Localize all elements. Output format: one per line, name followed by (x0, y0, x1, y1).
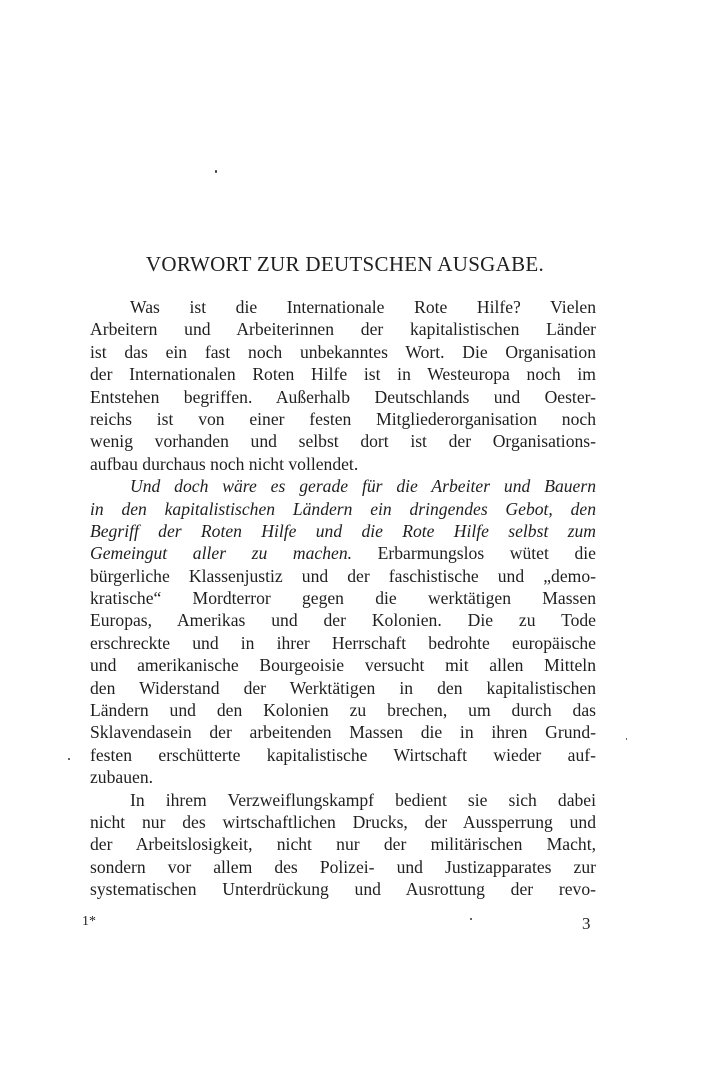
italic-text-line: Begriff der Roten Hilfe und die Rote Hilfe selbst zum (90, 520, 596, 541)
text-line: den Widerstand der Werktätigen in den kapitalistischen (90, 677, 596, 698)
text-line: systematischen Unterdrückung und Ausrottung der revo- (90, 879, 596, 900)
ink-speck (215, 170, 217, 173)
body-text (90, 296, 596, 901)
text-line: der Internationalen Roten Hilfe ist in Westeuropa noch im (90, 364, 596, 385)
text-line: kratische“ Mordterror gegen die werktätigen Massen (90, 588, 596, 609)
text-line: der Arbeitslosigkeit, nicht nur der militärischen Macht, (90, 834, 596, 855)
text-line: zubauen. (90, 767, 154, 788)
ink-speck (470, 918, 472, 920)
text-line: Europas, Amerikas und der Kolonien. Die zu Tode (90, 610, 596, 631)
text-line: Sklavendasein der arbeitenden Massen die in ihren Grund- (90, 722, 596, 743)
ink-speck (68, 758, 70, 760)
signature-mark: 1* (82, 914, 96, 929)
text-line: wenig vorhanden und selbst dort ist der Organisations- (90, 431, 596, 452)
text-line: ist das ein fast noch unbekanntes Wort. Die Organisation (90, 341, 596, 362)
text-line: bürgerliche Klassenjustiz und der faschistische und „demo- (90, 565, 596, 586)
italic-phrase: Gemeingut aller zu machen. (90, 543, 353, 564)
text-line: sondern vor allem des Polizei- und Justizapparates zur (90, 856, 596, 877)
text-line: aufbau durchaus noch nicht vollendet. (90, 453, 359, 474)
text-line: nicht nur des wirtschaftlichen Drucks, der Aussperrung und (90, 811, 596, 832)
mixed-text-line (90, 542, 596, 564)
text-line: reichs ist von einer festen Mitgliederorganisation noch (90, 408, 596, 429)
page-number: 3 (582, 914, 591, 933)
text-line: Entstehen begriffen. Außerhalb Deutschlands und Oester- (90, 386, 596, 407)
text-line: Ländern und den Kolonien zu brechen, um durch das (90, 700, 596, 721)
text-line: Arbeitern und Arbeiterinnen der kapitalistischen Länder (90, 319, 596, 340)
italic-text-line: in den kapitalistischen Ländern ein dringendes Gebot, den (90, 498, 596, 519)
text-fragment: Erbarmungslos wütet die (352, 543, 596, 564)
text-line: und amerikanische Bourgeoisie versucht mit allen Mitteln (90, 655, 596, 676)
text-line: erschreckte und in ihrer Herrschaft bedrohte europäische (90, 632, 596, 653)
page-title: VORWORT ZUR DEUTSCHEN AUSGABE. (145, 252, 545, 276)
text-line: festen erschütterte kapitalistische Wirtschaft wieder auf- (90, 744, 596, 765)
text-line: Was ist die Internationale Rote Hilfe? Vielen (130, 297, 596, 317)
text-line: In ihrem Verzweiflungskampf bedient sie sich dabei (130, 789, 596, 810)
ink-speck (626, 738, 627, 740)
italic-text-line: Und doch wäre es gerade für die Arbeiter und Bauern (130, 476, 596, 497)
